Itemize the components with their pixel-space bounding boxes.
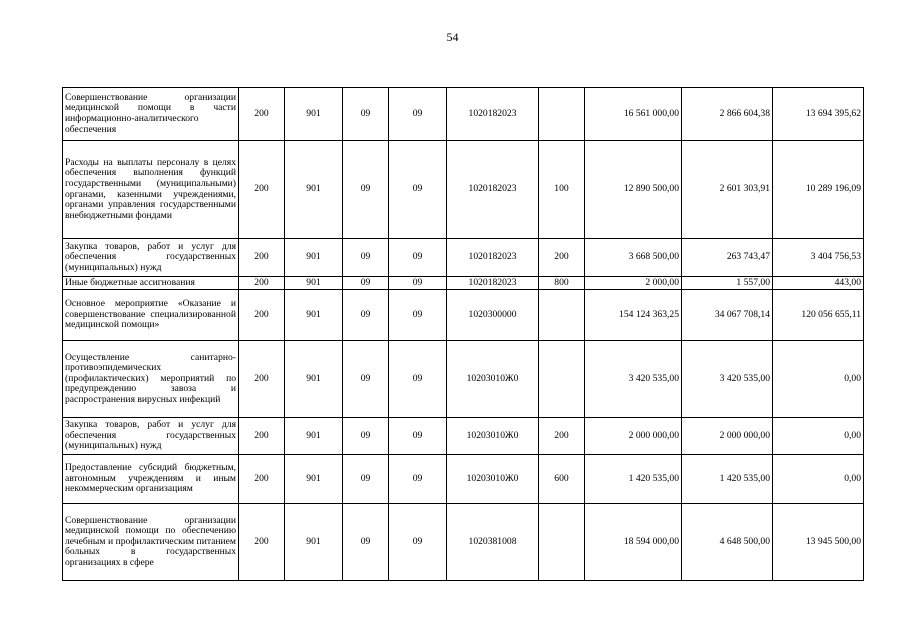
name-cell: Совершенствование организации медицинской помощи в части информационно-аналитического обеспечения <box>63 88 239 141</box>
admin-code-cell: 200 <box>239 277 285 290</box>
subsection-code-cell: 09 <box>389 239 447 277</box>
section-code-cell: 09 <box>343 141 389 239</box>
grbs-code-cell: 901 <box>285 418 343 455</box>
executed-amount-cell: 4 648 500,00 <box>682 504 773 581</box>
expense-type-cell: 800 <box>539 277 585 290</box>
table-body <box>63 88 864 581</box>
table-row <box>63 418 864 455</box>
target-article-cell: 10203010Ж0 <box>447 418 539 455</box>
table-row <box>63 341 864 418</box>
name-cell: Закупка товаров, работ и услуг для обеспечения государственных (муниципальных) нужд <box>63 418 239 455</box>
expense-type-cell: 600 <box>539 455 585 504</box>
plan-amount-cell: 16 561 000,00 <box>585 88 682 141</box>
admin-code-cell: 200 <box>239 239 285 277</box>
grbs-code-cell: 901 <box>285 88 343 141</box>
executed-amount-cell: 1 420 535,00 <box>682 455 773 504</box>
name-cell: Основное мероприятие «Оказание и совершенствование специализированной медицинской помощи» <box>63 290 239 341</box>
subsection-code-cell: 09 <box>389 341 447 418</box>
admin-code-cell: 200 <box>239 341 285 418</box>
remainder-amount-cell: 443,00 <box>773 277 864 290</box>
name-cell: Совершенствование организации медицинской помощи по обеспечению лечебным и профилактическим питанием больных в государственных организациях в сфере <box>63 504 239 581</box>
name-cell: Расходы на выплаты персоналу в целях обеспечения выполнения функций государственными (муниципальными) органами, казенными учреждениями, органами управления государственными внебюджетными фондами <box>63 141 239 239</box>
table-row <box>63 277 864 290</box>
expense-type-cell <box>539 88 585 141</box>
section-code-cell: 09 <box>343 239 389 277</box>
grbs-code-cell: 901 <box>285 455 343 504</box>
plan-amount-cell: 1 420 535,00 <box>585 455 682 504</box>
target-article-cell: 10203010Ж0 <box>447 341 539 418</box>
admin-code-cell: 200 <box>239 504 285 581</box>
remainder-amount-cell: 0,00 <box>773 341 864 418</box>
plan-amount-cell: 18 594 000,00 <box>585 504 682 581</box>
executed-amount-cell: 1 557,00 <box>682 277 773 290</box>
target-article-cell: 1020381008 <box>447 504 539 581</box>
table-row <box>63 88 864 141</box>
subsection-code-cell: 09 <box>389 290 447 341</box>
admin-code-cell: 200 <box>239 141 285 239</box>
subsection-code-cell: 09 <box>389 504 447 581</box>
name-cell: Осуществление санитарно-противоэпидемических (профилактических) мероприятий по предупреждению завоза и распространения вирусных инфекций <box>63 341 239 418</box>
expense-type-cell: 200 <box>539 239 585 277</box>
remainder-amount-cell: 10 289 196,09 <box>773 141 864 239</box>
grbs-code-cell: 901 <box>285 290 343 341</box>
budget-table <box>62 87 864 581</box>
remainder-amount-cell: 13 694 395,62 <box>773 88 864 141</box>
plan-amount-cell: 154 124 363,25 <box>585 290 682 341</box>
section-code-cell: 09 <box>343 455 389 504</box>
admin-code-cell: 200 <box>239 455 285 504</box>
remainder-amount-cell: 13 945 500,00 <box>773 504 864 581</box>
plan-amount-cell: 2 000,00 <box>585 277 682 290</box>
page-number: 54 <box>446 30 459 44</box>
grbs-code-cell: 901 <box>285 341 343 418</box>
admin-code-cell: 200 <box>239 290 285 341</box>
table-row <box>63 239 864 277</box>
subsection-code-cell: 09 <box>389 277 447 290</box>
target-article-cell: 1020182023 <box>447 141 539 239</box>
target-article-cell: 1020182023 <box>447 239 539 277</box>
remainder-amount-cell: 0,00 <box>773 455 864 504</box>
plan-amount-cell: 3 420 535,00 <box>585 341 682 418</box>
section-code-cell: 09 <box>343 88 389 141</box>
remainder-amount-cell: 0,00 <box>773 418 864 455</box>
table-row <box>63 504 864 581</box>
target-article-cell: 1020300000 <box>447 290 539 341</box>
target-article-cell: 10203010Ж0 <box>447 455 539 504</box>
expense-type-cell <box>539 504 585 581</box>
executed-amount-cell: 3 420 535,00 <box>682 341 773 418</box>
plan-amount-cell: 3 668 500,00 <box>585 239 682 277</box>
executed-amount-cell: 263 743,47 <box>682 239 773 277</box>
target-article-cell: 1020182023 <box>447 88 539 141</box>
plan-amount-cell: 2 000 000,00 <box>585 418 682 455</box>
grbs-code-cell: 901 <box>285 141 343 239</box>
remainder-amount-cell: 120 056 655,11 <box>773 290 864 341</box>
name-cell: Закупка товаров, работ и услуг для обеспечения государственных (муниципальных) нужд <box>63 239 239 277</box>
admin-code-cell: 200 <box>239 88 285 141</box>
table-row <box>63 455 864 504</box>
table-row <box>63 141 864 239</box>
executed-amount-cell: 2 000 000,00 <box>682 418 773 455</box>
remainder-amount-cell: 3 404 756,53 <box>773 239 864 277</box>
subsection-code-cell: 09 <box>389 88 447 141</box>
grbs-code-cell: 901 <box>285 239 343 277</box>
plan-amount-cell: 12 890 500,00 <box>585 141 682 239</box>
section-code-cell: 09 <box>343 277 389 290</box>
section-code-cell: 09 <box>343 504 389 581</box>
target-article-cell: 1020182023 <box>447 277 539 290</box>
table-row <box>63 290 864 341</box>
expense-type-cell <box>539 290 585 341</box>
expense-type-cell: 100 <box>539 141 585 239</box>
section-code-cell: 09 <box>343 290 389 341</box>
section-code-cell: 09 <box>343 341 389 418</box>
expense-type-cell <box>539 341 585 418</box>
subsection-code-cell: 09 <box>389 455 447 504</box>
admin-code-cell: 200 <box>239 418 285 455</box>
grbs-code-cell: 901 <box>285 277 343 290</box>
name-cell: Иные бюджетные ассигнования <box>63 277 239 290</box>
executed-amount-cell: 34 067 708,14 <box>682 290 773 341</box>
subsection-code-cell: 09 <box>389 418 447 455</box>
expense-type-cell: 200 <box>539 418 585 455</box>
name-cell: Предоставление субсидий бюджетным, автономным учреждениям и иным некоммерческим организациям <box>63 455 239 504</box>
subsection-code-cell: 09 <box>389 141 447 239</box>
executed-amount-cell: 2 601 303,91 <box>682 141 773 239</box>
section-code-cell: 09 <box>343 418 389 455</box>
executed-amount-cell: 2 866 604,38 <box>682 88 773 141</box>
grbs-code-cell: 901 <box>285 504 343 581</box>
